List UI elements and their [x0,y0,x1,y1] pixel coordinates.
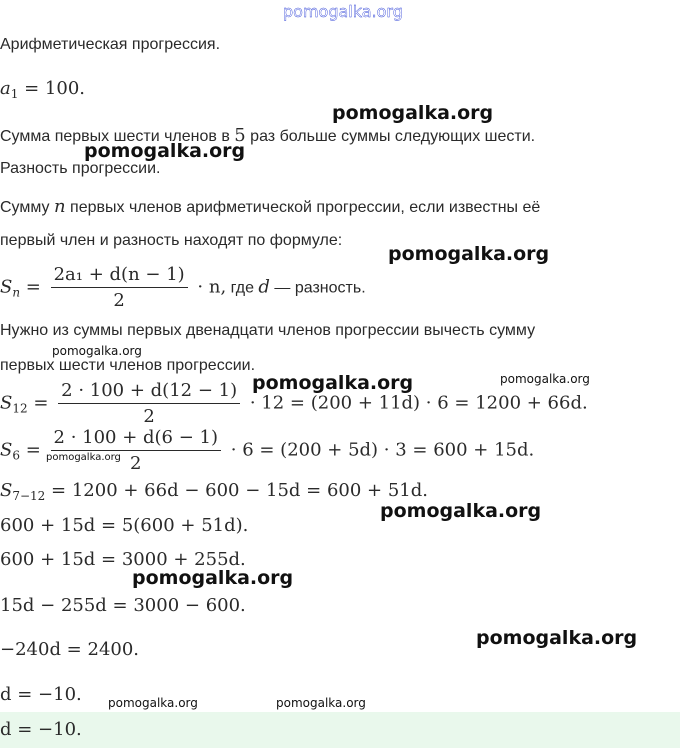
sum-formula-where: где [226,279,259,297]
condition-line [0,125,535,146]
given-a1: $a_1 = 100$. [0,78,85,101]
formula-intro-line-2: первый член и разность находят по формуле: [0,232,343,249]
s12-result: · 12 = (200 + 11d) · 6 = 1200 + 66d. [249,392,588,414]
watermark-2: pomogalka.org [84,140,246,162]
s6-calc: $S_6$ = $\frac{2 \cdot 100 + d(6 - 1)}{2}$ · 6 = (200 + 5d) · 3 = 600 + 15d. [0,427,535,474]
plan-line-1: Нужно из суммы первых двенадцати членов прогрессии вычесть сумму [0,322,536,339]
condition-number: 5 [234,125,246,146]
sum-formula-denominator: 2 [113,290,125,311]
find-line: Разность прогрессии. [0,160,161,177]
answer-box [0,712,680,748]
formula-intro-b: первых членов арифметической прогрессии, если известны её [65,199,541,216]
s7-12-calc: $S_{7-12} = 1200 + 66d - 600 - 15d = 600 + 51d$. [0,480,429,503]
sum-formula-numerator: 2a₁ + d(n − 1) [51,264,188,288]
sum-formula: $S_n$ = $\frac{\text{2a₁ + d(n − 1)}}{2}$ · n, где d — разность. [0,264,366,311]
watermark-5: pomogalka.org [252,372,414,394]
sum-formula-times-n: · n, [197,276,227,298]
watermark-11: pomogalka.org [108,696,198,710]
watermark-10: pomogalka.org [476,627,638,649]
plan-line-2: первых шести членов прогрессии. [0,357,256,374]
sum-formula-d: d [258,276,270,298]
s6-result: · 6 = (200 + 5d) · 3 = 600 + 15d. [230,439,535,461]
s12-calc: $S_{12}$ = $\frac{2 \cdot 100 + d(12 - 1)}{2}$ · 12 = (200 + 11d) · 6 = 1200 + 66d. [0,380,588,427]
formula-intro-a: Сумму [0,199,54,216]
s12-denominator: 2 [143,406,155,427]
s12-numerator: 2 · 100 + d(12 − 1) [58,380,240,404]
watermark-top: pomogalka.org [283,2,403,21]
formula-intro-line-1 [0,196,540,217]
equation-4: −240d = 2400. [0,639,140,660]
equation-5: d = −10. [0,684,82,705]
topic-line: Арифметическая прогрессия. [0,36,221,53]
watermark-6: pomogalka.org [500,372,590,386]
sum-formula-dash: — разность. [269,279,366,297]
equation-3: 15d − 255d = 3000 − 600. [0,595,246,616]
watermark-9: pomogalka.org [132,567,294,589]
s6-fraction [51,427,222,474]
s6-numerator: 2 · 100 + d(6 − 1) [51,427,222,451]
watermark-12: pomogalka.org [276,696,366,710]
condition-text-b: раз больше суммы следующих шести. [245,128,536,145]
sum-formula-fraction [51,264,188,311]
watermark-4: pomogalka.org [52,344,142,358]
equation-2: 600 + 15d = 3000 + 255d. [0,549,246,570]
watermark-3: pomogalka.org [388,243,550,265]
equation-1: 600 + 15d = 5(600 + 51d). [0,515,249,536]
condition-text-a: Сумма первых шести членов в [0,128,235,145]
given-a1-value: = 100. [24,78,85,99]
s12-fraction [58,380,240,427]
answer-value: d = −10. [0,719,82,740]
s6-denominator: 2 [130,453,142,474]
formula-intro-n: n [54,196,66,217]
s7-12-result: = 1200 + 66d − 600 − 15d = 600 + 51d. [51,480,429,501]
watermark-7: pomogalka.org [46,452,121,463]
watermark-8: pomogalka.org [380,500,542,522]
watermark-1: pomogalka.org [332,102,494,124]
